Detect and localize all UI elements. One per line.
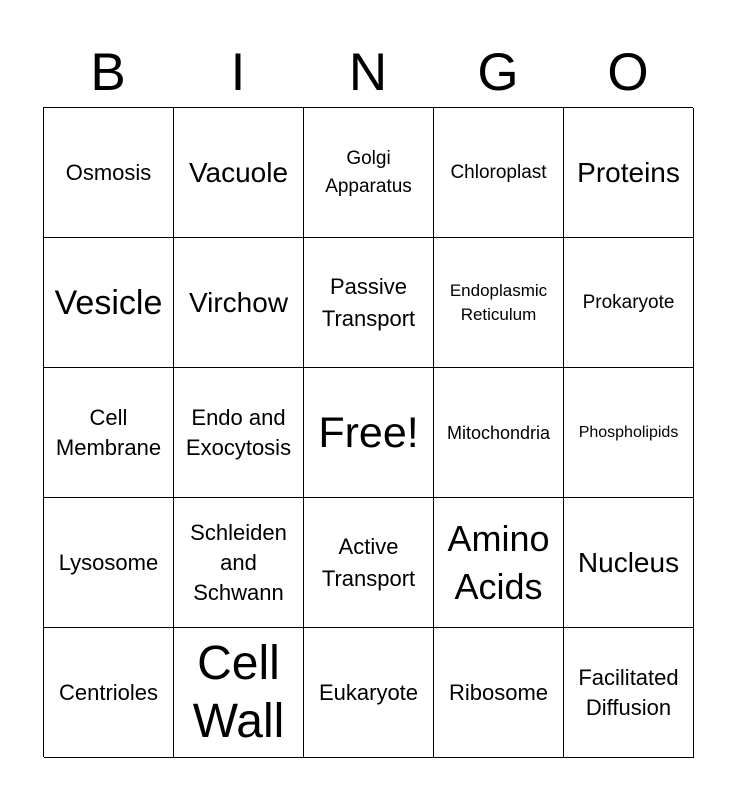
bingo-cell (564, 108, 694, 238)
header-letter-o: O (607, 43, 649, 102)
bingo-cell (434, 238, 564, 368)
cell-label: Amino Acids (447, 517, 550, 607)
bingo-cell (174, 238, 304, 368)
bingo-cell (304, 628, 434, 758)
bingo-cell (174, 628, 304, 758)
bingo-cell (174, 368, 304, 498)
bingo-cell (304, 108, 434, 238)
cell-label: Cell Wall (192, 636, 285, 748)
header-letter-g: G (477, 43, 519, 102)
cell-label: Endoplasmic Reticulum (449, 280, 548, 324)
cell-label: Vacuole (188, 156, 289, 188)
cell-label: Virchow (188, 286, 289, 318)
cell-label: Schleiden and Schwann (190, 519, 287, 605)
bingo-cell (44, 238, 174, 368)
bingo-cell (434, 498, 564, 628)
bingo-cell (564, 498, 694, 628)
bingo-cell (44, 368, 174, 498)
bingo-cell (174, 108, 304, 238)
cell-label: Ribosome (448, 679, 549, 705)
cell-label: Prokaryote (582, 291, 675, 313)
bingo-board (43, 107, 693, 757)
cell-label: Chloroplast (450, 161, 547, 183)
cell-label: Proteins (577, 156, 680, 188)
cell-label: Lysosome (58, 549, 159, 575)
cell-label: Vesicle (54, 283, 163, 322)
bingo-cell (564, 628, 694, 758)
bingo-cell (564, 368, 694, 498)
header-letter-n: N (348, 43, 388, 102)
bingo-cell (434, 108, 564, 238)
cell-label: Osmosis (65, 159, 152, 185)
bingo-cell (304, 368, 434, 498)
cell-label: Phospholipids (578, 423, 679, 441)
bingo-cell (44, 498, 174, 628)
bingo-cell (304, 498, 434, 628)
cell-label: Endo and Exocytosis (185, 404, 292, 460)
header-letter-i: I (230, 43, 246, 102)
bingo-cell (564, 238, 694, 368)
cell-label: Facilitated Diffusion (578, 664, 679, 720)
cell-label: Golgi Apparatus (325, 147, 412, 197)
cell-label: Cell Membrane (55, 404, 162, 460)
cell-label: Free! (318, 408, 419, 457)
cell-label: Nucleus (577, 546, 680, 578)
header-letter-b: B (90, 43, 126, 102)
bingo-cell (44, 108, 174, 238)
bingo-cell (44, 628, 174, 758)
cell-label: Centrioles (58, 679, 159, 705)
bingo-cell (174, 498, 304, 628)
cell-label: Active Transport (321, 533, 416, 591)
bingo-cell (304, 238, 434, 368)
cell-label: Mitochondria (446, 422, 551, 443)
cell-label: Eukaryote (318, 679, 419, 705)
bingo-cell (434, 628, 564, 758)
bingo-header (43, 42, 693, 104)
cell-label: Passive Transport (321, 273, 416, 331)
bingo-cell (434, 368, 564, 498)
